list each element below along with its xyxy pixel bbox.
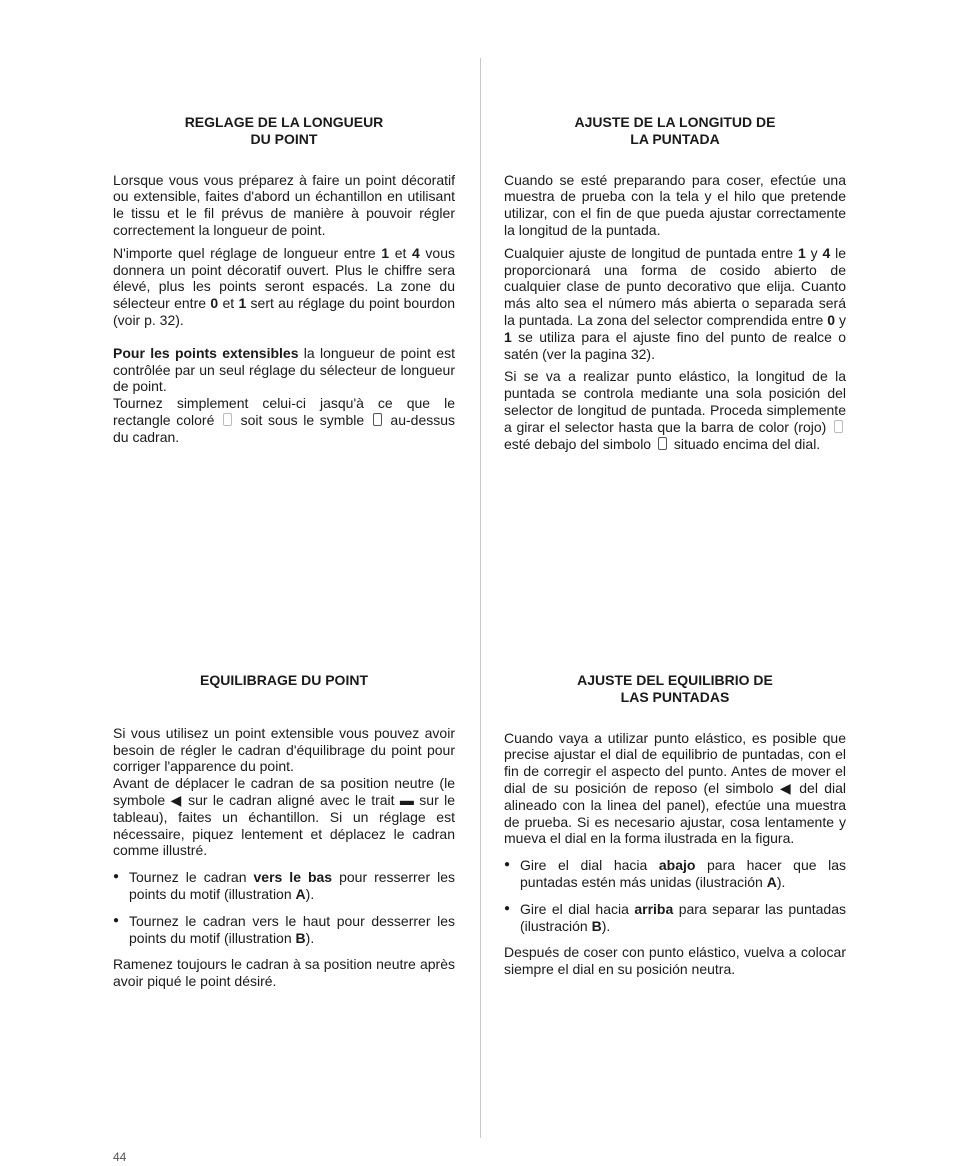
- column-divider: [480, 58, 481, 1138]
- paragraph: Después de coser con punto elástico, vuelva a colocar siempre el dial en su posición neutra.: [504, 944, 846, 978]
- list-item: ● Gire el dial hacia abajo para hacer que las puntadas estén más unidas (ilustración A).: [504, 857, 846, 891]
- es-stitch-length-section: [504, 114, 846, 458]
- heading-line: REGLAGE DE LA LONGUEUR: [184, 114, 384, 130]
- colored-rectangle-icon: [223, 413, 232, 426]
- es-balance-section: [504, 672, 846, 984]
- paragraph: Cualquier ajuste de longitud de puntada entre 1 y 4 le proporcionará una forma de cosido abierto de cualquier clase de punto decorativo que elija. Cuanto más alto sea el número más abierta o separada será la puntada. La zona del selector comprendida entre 0 y 1 se utiliza para el ajuste fino del punto de realce o satén (ver la pagina 32).: [504, 244, 847, 362]
- color-bar-icon: [834, 420, 843, 433]
- paragraph: Cuando vaya a utilizar punto elástico, es posible que precise ajustar el dial de equilibrio de puntadas, con el fin de corregir el aspecto del punto. Antes de mover el dial de su posición de reposo (el simbolo ◀ del dial alineado con la linea del panel), efectúe una muestra de prueba. Si es necesario ajustar, cosa lentamente y mueva el dial en la forma ilustrada en la figura.: [504, 729, 846, 847]
- triangle-left-icon: ◀: [779, 779, 793, 796]
- es-stitch-length-heading: [504, 114, 846, 148]
- page-number: 44: [113, 1150, 127, 1164]
- heading-line: EQUILIBRAGE DU POINT: [199, 672, 368, 688]
- fr-stitch-length-heading: [113, 114, 455, 148]
- triangle-left-icon: ◀: [170, 791, 183, 808]
- paragraph: Si se va a realizar punto elástico, la longitud de la puntada se controla mediante una sola posición del selector de longitud de puntada. Proceda simplemente a girar el selector hasta que la barra de color (rojo) esté debajo del simbolo situado encima del dial.: [504, 368, 846, 452]
- paragraph: Lorsque vous vous préparez à faire un point décoratif ou extensible, faites d'abord un échantillon en utilisant le tissu et le fil prévus de manière à pouvoir régler correctement la longueur de point.: [113, 171, 455, 238]
- fr-balance-heading: [113, 672, 455, 689]
- heading-line: AJUSTE DE LA LONGITUD DE: [574, 114, 776, 130]
- es-balance-heading: [504, 672, 846, 706]
- paragraph: Tournez simplement celui-ci jasqu'à ce que le rectangle coloré soit sous le symble au-dessus du cadran.: [113, 395, 456, 445]
- paragraph: N'importe quel réglage de longueur entre 1 et 4 vous donnera un point décoratif ouvert. Plus le chiffre sera élevé, plus les points seront espacés. La zone du sélecteur entre 0 et 1 sert au réglage du point bourdon (voir p. 32).: [113, 244, 455, 328]
- stretch-symbol-icon: [373, 413, 382, 426]
- heading-line: DU POINT: [250, 130, 318, 147]
- fr-balance-section: [113, 672, 455, 996]
- paragraph: Ramenez toujours le cadran à sa position neutre après avoir piqué le point désiré.: [113, 956, 455, 990]
- paragraph: Cuando se esté preparando para coser, efectúe una muestra de prueba con la tela y el hilo que pretende utilizar, con el fin de que pueda ajustar correctamente la longitud de la puntada.: [504, 171, 846, 238]
- stretch-symbol-icon: [658, 437, 667, 450]
- bar-icon: ▬: [399, 791, 414, 808]
- heading-line: LA PUNTADA: [630, 130, 720, 147]
- bullet-list: [113, 869, 455, 946]
- paragraph: Pour les points extensibles la longueur de point est contrôlée par un seul réglage du sélecteur de longueur de point.: [113, 344, 455, 395]
- heading-line: AJUSTE DEL EQUILIBRIO DE: [577, 672, 773, 688]
- fr-stitch-length-section: [113, 114, 455, 452]
- heading-line: LAS PUNTADAS: [620, 688, 730, 705]
- list-item: ● Tournez le cadran vers le haut pour desserrer les points du motif (illustration B).: [113, 913, 455, 947]
- list-item: ● Gire el dial hacia arriba para separar las puntadas (ilustración B).: [504, 901, 846, 935]
- list-item: ● Tournez le cadran vers le bas pour resserrer les points du motif (illustration A).: [113, 869, 455, 903]
- bullet-list: [504, 857, 846, 934]
- paragraph: Avant de déplacer le cadran de sa position neutre (le symbole ◀ sur le cadran aligné avec le trait ▬ sur le tableau), faites un échantillon. Si un réglage est nécessaire, piquez lentement et déplacez le cadran comme illustré.: [113, 775, 455, 859]
- paragraph: Si vous utilisez un point extensible vous pouvez avoir besoin de régler le cadran d'équilibrage du point pour corriger l'apparence du point.: [113, 724, 455, 775]
